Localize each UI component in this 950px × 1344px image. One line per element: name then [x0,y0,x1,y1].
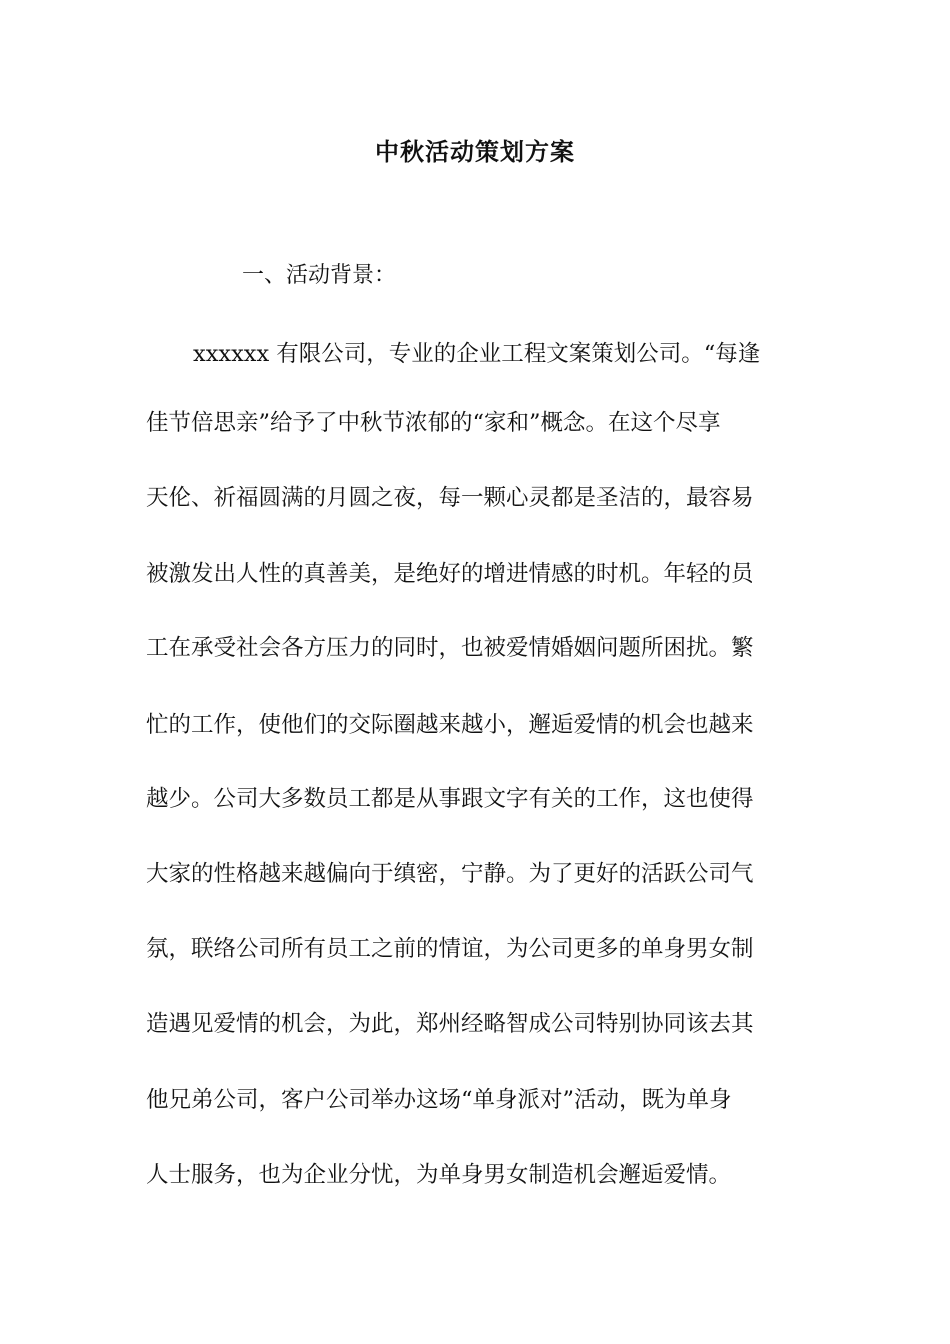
paragraph-line: 工在承受社会各方压力的同时，也被爱情婚姻问题所困扰。繁 [146,635,754,661]
paragraph-line: 氛，联络公司所有员工之前的情谊，为公司更多的单身男女制 [146,936,754,962]
paragraph-line: 他兄弟公司，客户公司举办这场“单身派对”活动，既为单身 [146,1087,732,1113]
paragraph-line: 人士服务，也为企业分忧，为单身男女制造机会邂逅爱情。 [146,1162,732,1188]
paragraph-line: 忙的工作，使他们的交际圈越来越小，邂逅爱情的机会也越来 [146,712,754,738]
paragraph-line: xxxxxx 有限公司，专业的企业工程文案策划公司。“每逢 [193,341,761,367]
paragraph-line: 佳节倍思亲”给予了中秋节浓郁的“家和”概念。在这个尽享 [146,410,721,436]
document-title: 中秋活动策划方案 [375,137,575,166]
paragraph-line: 大家的性格越来越偏向于缜密，宁静。为了更好的活跃公司气 [146,861,754,887]
section-heading: 一、活动背景： [242,263,397,288]
paragraph-line: 越少。公司大多数员工都是从事跟文字有关的工作，这也使得 [146,786,754,812]
paragraph-line: 天伦、祈福圆满的月圆之夜，每一颗心灵都是圣洁的，最容易 [146,485,754,511]
paragraph-line: 被激发出人性的真善美，是绝好的增进情感的时机。年轻的员 [146,561,754,587]
paragraph-line: 造遇见爱情的机会，为此，郑州经略智成公司特别协同该去其 [146,1011,754,1037]
